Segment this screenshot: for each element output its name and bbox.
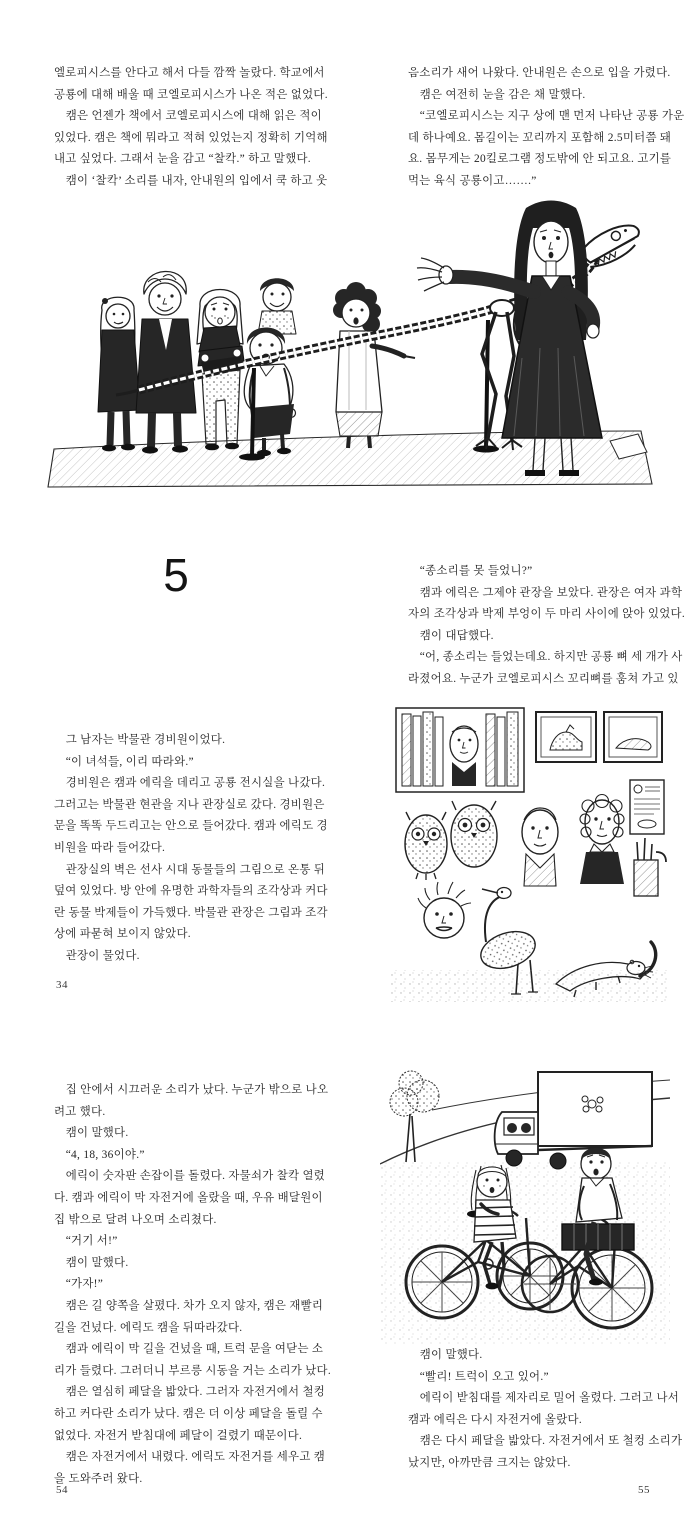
text-line: 집 안에서 시끄러운 소리가 났다. 누군가 밖으로 나오	[54, 1084, 329, 1096]
text-line: 캠은 언젠가 책에서 코엘로피시스에 대해 읽은 적이	[54, 110, 322, 123]
text-line: 에릭이 받침대를 제자리로 밀어 올렸다. 그러고 나서	[408, 1392, 680, 1405]
text-line: 비원을 따라 들어갔다.	[54, 841, 166, 854]
text-line: 을 도와주러 왔다.	[54, 1472, 143, 1485]
certificate-poster	[630, 780, 664, 834]
text-line: 캠은 여전히 눈을 감은 채 말했다.	[408, 88, 586, 101]
bookshelf	[396, 708, 524, 792]
page-number-54: 54	[56, 1484, 68, 1496]
owl-icon	[405, 812, 447, 880]
text-line: “가자!”	[54, 1278, 104, 1291]
text-line: “거기 서!”	[54, 1235, 118, 1248]
text-line: 란 동물 박제들이 가득했다. 박물관 관장은 그림과 조각	[54, 906, 328, 919]
text-line: 캠은 자전거에서 내렸다. 에릭도 자전거를 세우고 캠	[54, 1451, 326, 1464]
text-line: 음소리가 새어 나왔다. 안내원은 손으로 입을 가렸다.	[408, 67, 671, 79]
text-line: 다. 캠과 에릭이 막 자전거에 올랐을 때, 우유 배달원이	[54, 1191, 323, 1204]
text-line: 캠이 말했다.	[408, 1349, 483, 1361]
text-line: 캠과 에릭이 막 길을 건넜을 때, 트럭 문을 여닫는 소	[54, 1343, 324, 1356]
text-line: 캠이 말했다.	[54, 1256, 129, 1269]
spread2-left-text-column	[54, 730, 330, 968]
illustration-dinosaur-skeleton-scene	[44, 198, 660, 490]
text-line: 데 하나예요. 몸길이는 꼬리까지 포함해 2.5미터쯤 돼	[408, 131, 672, 144]
text-line: 상에 파묻혀 보이지 않았다.	[54, 928, 191, 941]
text-line: 경비원은 캠과 에릭을 데리고 공룡 전시실을 나갔다.	[54, 777, 326, 790]
text-line: 려고 했다.	[54, 1105, 106, 1118]
picture-frame-lizard	[604, 712, 662, 762]
text-line: 캠이 말했다.	[54, 1127, 129, 1140]
text-line: “코엘로피시스는 지구 상에 맨 먼저 나타난 공룡 가운	[408, 110, 685, 123]
text-line: “종소리를 못 들었니?”	[408, 565, 533, 577]
text-line: 그러고는 박물관 현관을 지나 관장실로 갔다. 경비원은	[54, 798, 325, 811]
text-line: 덮여 있었다. 방 안에 유명한 과학자들의 조각상과 커다	[54, 885, 328, 898]
text-line: 문을 똑똑 두드리고는 안으로 들어갔다. 캠과 에릭도 경	[54, 820, 328, 833]
text-line: 내고 싶었다. 그래서 눈을 감고 “찰칵.” 하고 말했다.	[54, 153, 311, 166]
text-line: “4, 18, 36이야.”	[54, 1148, 145, 1161]
text-line: 에릭이 숫자판 손잡이를 돌렸다. 자물쇠가 찰칵 열렸	[54, 1170, 326, 1183]
office-floor	[390, 970, 668, 1002]
page-number-34: 34	[56, 979, 68, 991]
text-line: 그 남자는 박물관 경비원이었다.	[54, 734, 226, 746]
spread2-right-text-column	[408, 561, 686, 691]
text-line: 캠은 길 양쪽을 살폈다. 차가 오지 않자, 캠은 재빨리	[54, 1299, 324, 1312]
bust-scientist	[522, 808, 558, 886]
text-line: 캠은 열심히 페달을 밟았다. 그러자 자전거에서 철컹	[54, 1386, 326, 1399]
bust-einstein	[418, 882, 471, 938]
text-line: 자의 조각상과 박제 부엉이 두 마리 사이에 앉아 있었다.	[408, 608, 686, 621]
ground	[380, 1162, 670, 1344]
dinosaur-skull	[579, 219, 646, 270]
text-line: 관장실의 벽은 선사 시대 동물들의 그림으로 온통 뒤	[54, 863, 326, 876]
text-line: 관장이 물었다.	[54, 949, 140, 962]
text-line: 났지만, 아까만큼 크지는 않았다.	[408, 1456, 571, 1469]
picture-frame-dinosaur	[536, 712, 596, 762]
text-line: 라졌어요. 누군가 코엘로피시스 꼬리뼈를 훔쳐 가고 있	[408, 672, 679, 685]
spread1-right-text-column	[408, 63, 685, 193]
spread3-right-text-column	[408, 1345, 683, 1475]
text-line: 캠은 다시 페달을 밟았다. 자전거에서 또 철컹 소리가	[408, 1435, 683, 1448]
text-line: “어, 종소리는 들었는데요. 하지만 공룡 뼈 세 개가 사	[408, 651, 683, 664]
illustration-bicycles-and-truck	[380, 1066, 670, 1344]
text-line: “빨리! 트럭이 오고 있어.”	[408, 1370, 549, 1383]
text-line: 리가 들렸다. 그러더니 부르릉 시동을 거는 소리가 났다.	[54, 1364, 332, 1377]
text-line: 집 밖으로 달려 나오며 소리쳤다.	[54, 1213, 217, 1226]
text-line: 없었다. 자전거 받침대에 페달이 걸렸기 때문이다.	[54, 1429, 303, 1442]
text-line: 있었다. 캠은 책에 뭐라고 적혀 있었는지 정확히 기억해	[54, 131, 328, 144]
pencil-cup	[634, 838, 666, 896]
spread1-left-text-column	[54, 63, 330, 193]
text-line: 길을 건넜다. 에릭도 캠을 뒤따라갔다.	[54, 1321, 243, 1334]
text-line: “이 녀석들, 이리 따라와.”	[54, 755, 194, 768]
text-line: 캠과 에릭은 다시 자전거에 올랐다.	[408, 1413, 582, 1426]
text-line: 캠이 ‘찰칵’ 소리를 내자, 안내원의 입에서 쿡 하고 웃	[54, 174, 328, 187]
illustration-directors-office	[390, 702, 668, 1002]
bust-scientist-wig	[580, 795, 624, 885]
text-line: 하고 커다란 소리가 났다. 캠은 더 이상 페달을 돌릴 수	[54, 1407, 323, 1420]
tree	[390, 1071, 439, 1162]
text-line: 캠과 에릭은 그제야 관장을 보았다. 관장은 여자 과학	[408, 586, 683, 599]
page-number-55: 55	[638, 1484, 650, 1496]
milk-truck	[495, 1072, 652, 1169]
text-line: 엘로피시스를 안다고 해서 다들 깜짝 놀랐다. 학교에서	[54, 67, 325, 79]
text-line: 공룡에 대해 배울 때 코엘로피시스가 나온 적은 없었다.	[54, 88, 328, 101]
chapter-number: 5	[163, 549, 189, 601]
text-line: 캠이 대답했다.	[408, 629, 494, 642]
owl-icon	[451, 801, 497, 867]
text-line: 요. 몸무게는 20킬로그램 정도밖에 안 되고요. 고기를	[408, 153, 672, 166]
text-line: 먹는 육식 공룡이고…….”	[408, 174, 537, 187]
spread3-left-text-column	[54, 1080, 330, 1490]
